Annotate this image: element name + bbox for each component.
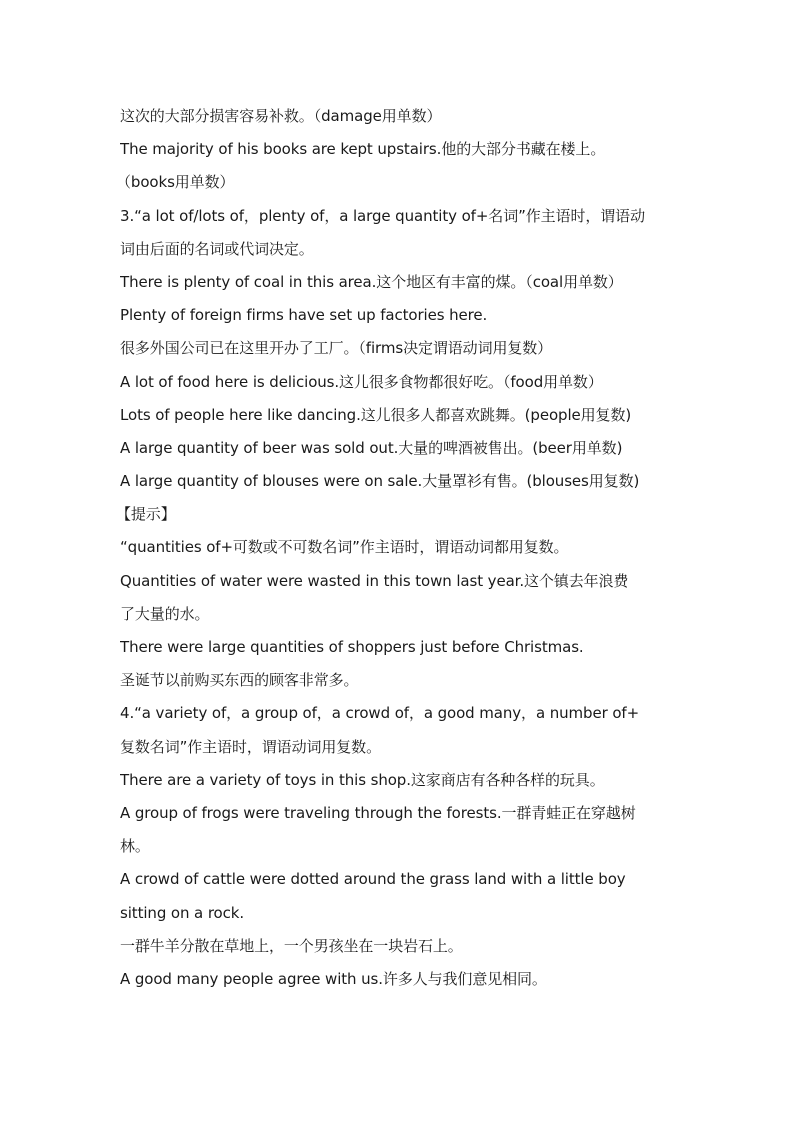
text-line: There is plenty of coal in this area.这个地区有丰富的煤。（coal用单数） bbox=[120, 272, 623, 291]
text-line: A good many people agree with us.许多人与我们意见相同。 bbox=[120, 969, 547, 988]
text-line: A lot of food here is delicious.这儿很多食物都很好吃。（food用单数） bbox=[120, 372, 603, 391]
text-line: 了大量的水。 bbox=[120, 604, 210, 623]
text-line: 一群牛羊分散在草地上，一个男孩坐在一块岩石上。 bbox=[120, 936, 463, 955]
text-line: 这次的大部分损害容易补救。（damage用单数） bbox=[120, 107, 442, 125]
text-line: A crowd of cattle were dotted around the grass land with a little boy bbox=[120, 870, 626, 889]
text-line: A large quantity of beer was sold out.大量的啤酒被售出。(beer用单数) bbox=[120, 438, 623, 457]
text-line: Lots of people here like dancing.这儿很多人都喜欢跳舞。(people用复数) bbox=[120, 405, 632, 424]
text-line: There were large quantities of shoppers just before Christmas. bbox=[120, 638, 584, 656]
document-body bbox=[116, 100, 680, 996]
section-heading-4: 4.“a variety of，a group of，a crowd of，a good many，a number of+ bbox=[120, 704, 640, 723]
text-line: 很多外国公司已在这里开办了工厂。（firms决定谓语动词用复数） bbox=[120, 339, 553, 358]
text-line: sitting on a rock. bbox=[120, 903, 245, 922]
text-line: 复数名词”作主语时，谓语动词用复数。 bbox=[120, 737, 381, 756]
text-line: The majority of his books are kept upstairs.他的大部分书藏在楼上。 bbox=[120, 140, 606, 159]
tip-heading: 【提示】 bbox=[116, 505, 176, 524]
text-line: 圣诞节以前购买东西的顾客非常多。 bbox=[120, 671, 359, 690]
text-line: Plenty of foreign firms have set up factories here. bbox=[120, 306, 488, 325]
text-line: Quantities of water were wasted in this town last year.这个镇去年浪费 bbox=[120, 571, 629, 590]
text-line: 词由后面的名词或代词决定。 bbox=[120, 239, 314, 258]
text-line: A large quantity of blouses were on sale.大量罩衫有售。(blouses用复数) bbox=[120, 472, 640, 491]
text-line: A group of frogs were traveling through the forests.一群青蛙正在穿越树 bbox=[120, 803, 636, 822]
text-line: （books用单数） bbox=[116, 173, 235, 192]
text-line: There are a variety of toys in this shop.这家商店有各种各样的玩具。 bbox=[120, 770, 605, 789]
text-line: “quantities of+可数或不可数名词”作主语时，谓语动词都用复数。 bbox=[120, 538, 569, 557]
section-heading-3: 3.“a lot of/lots of，plenty of，a large quantity of+名词”作主语时，谓语动 bbox=[120, 206, 645, 225]
text-line: 林。 bbox=[120, 837, 150, 856]
